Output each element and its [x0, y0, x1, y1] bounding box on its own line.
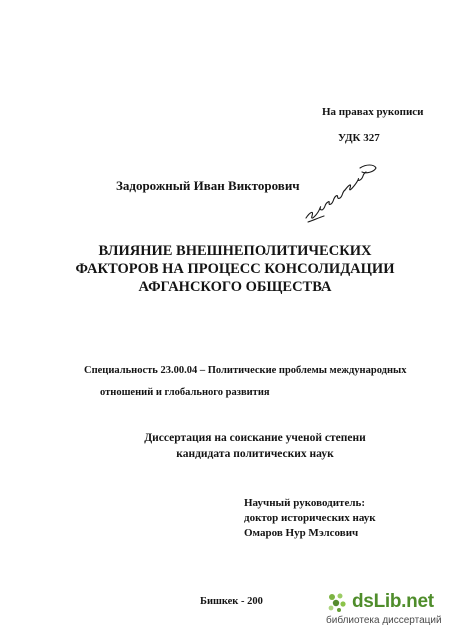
supervisor-name: Омаров Нур Мэлсович [244, 527, 359, 539]
title-line: АФГАНСКОГО ОБЩЕСТВА [138, 279, 332, 295]
supervisor-block [244, 496, 376, 541]
specialty-block [84, 360, 406, 404]
specialty-line: отношений и глобального развития [100, 387, 270, 398]
author-name: Задорожный Иван Викторович [116, 178, 300, 193]
watermark-subtitle: библиотека диссертаций [326, 615, 442, 626]
dslib-watermark[interactable] [326, 590, 448, 630]
title-line: ФАКТОРОВ НА ПРОЦЕСС КОНСОЛИДАЦИИ [75, 261, 395, 277]
dslib-logo-icon [326, 591, 348, 613]
udk-code: УДК 327 [338, 132, 380, 144]
manuscript-rights-label: На правах рукописи [322, 106, 424, 118]
title-line: ВЛИЯНИЕ ВНЕШНЕПОЛИТИЧЕСКИХ [98, 243, 372, 259]
supervisor-label: Научный руководитель: [244, 497, 365, 509]
dissertation-title [40, 242, 430, 296]
city-year: Бишкек - 200 [200, 596, 263, 607]
author-signature [300, 160, 380, 230]
degree-statement [130, 430, 380, 462]
degree-line: Диссертация на соискание ученой степени [144, 432, 366, 444]
watermark-name: dsLib.net [352, 591, 434, 612]
supervisor-degree: доктор исторических наук [244, 512, 376, 524]
degree-line: кандидата политических наук [176, 448, 334, 460]
specialty-line: Специальность 23.00.04 – Политические проблемы международных [84, 365, 407, 376]
